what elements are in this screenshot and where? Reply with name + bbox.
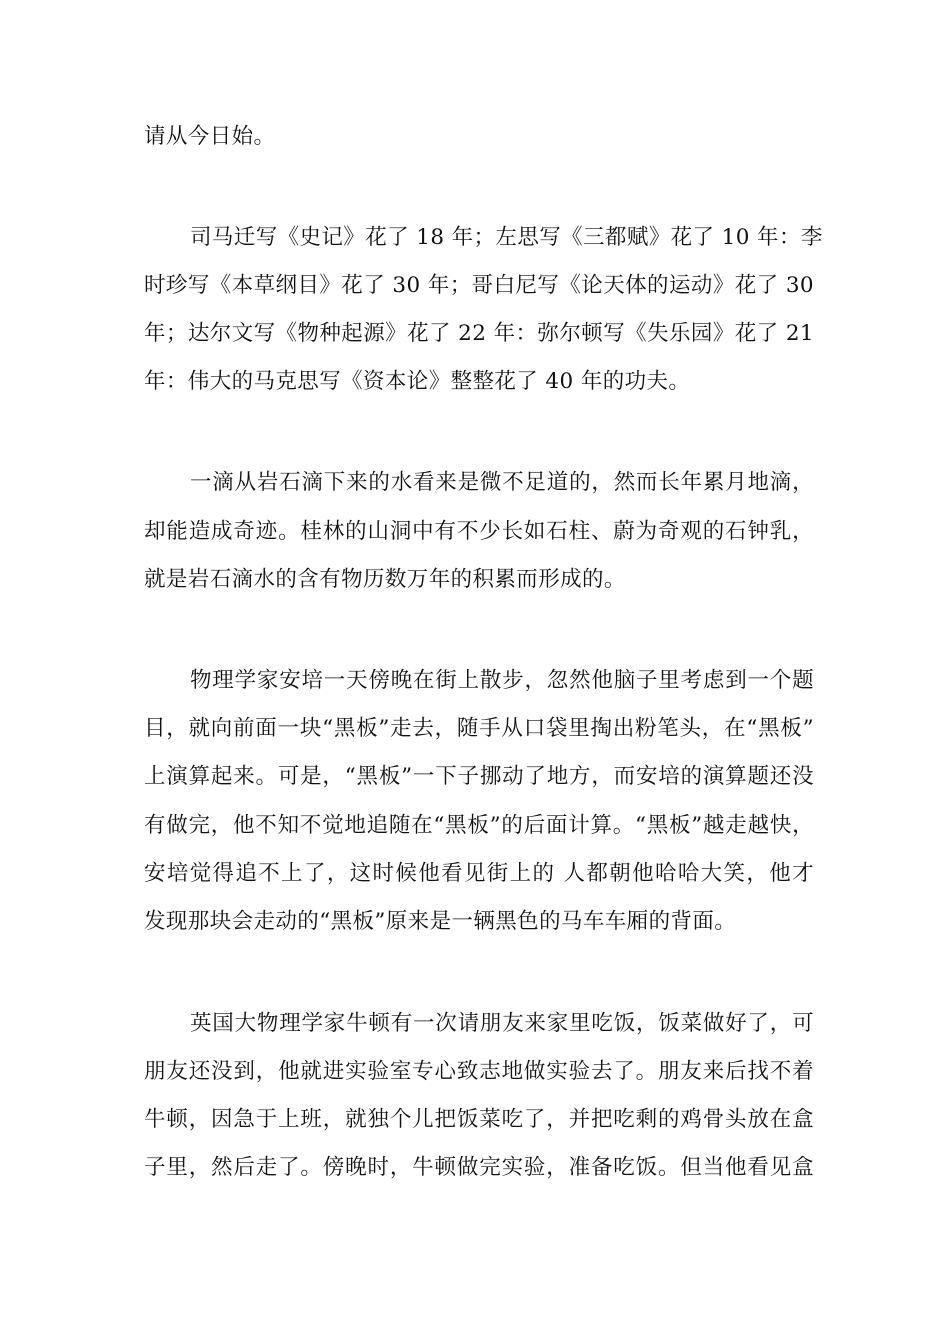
paragraph-4-line-3: 上演算起来。可是，“黑板”一下子挪动了地方，而安培的演算题还没 (144, 764, 814, 789)
paragraph-2-line-4: 年：伟大的马克思写《资本论》整整花了 40 年的功夫。 (144, 369, 691, 394)
paragraph-3-line-3: 就是岩石滴水的含有物历数万年的积累而形成的。 (144, 567, 626, 592)
paragraph-5-line-2: 朋友还没到，他就进实验室专心致志地做实验去了。朋友来后找不着 (144, 1059, 814, 1084)
paragraph-1-line-1: 请从今日始。 (144, 124, 276, 149)
paragraph-5-line-1: 英国大物理学家牛顿有一次请朋友来家里吃饭，饭菜做好了，可 (190, 1011, 814, 1036)
paragraph-3-line-1: 一滴从岩石滴下来的水看来是微不足道的，然而长年累月地滴， (190, 470, 814, 495)
paragraph-2-line-2: 时珍写《本草纲目》花了 30 年；哥白尼写《论天体的运动》花了 30 (144, 273, 814, 298)
paragraph-4-line-6: 发现那块会走动的“黑板”原来是一辆黑色的马车车厢的背面。 (144, 909, 737, 934)
paragraph-3-line-2: 却能造成奇迹。桂林的山洞中有不少长如石柱、蔚为奇观的石钟乳， (144, 519, 814, 544)
paragraph-4-line-1: 物理学家安培一天傍晚在街上散步，忽然他脑子里考虑到一个题 (190, 668, 814, 693)
paragraph-2-line-1: 司马迁写《史记》花了 18 年；左思写《三都赋》花了 10 年：李 (190, 225, 823, 250)
paragraph-4-line-2: 目，就向前面一块“黑板”走去，随手从口袋里掏出粉笔头，在“黑板” (144, 716, 814, 741)
paragraph-4-line-4: 有做完，他不知不觉地追随在“黑板”的后面计算。“黑板”越走越快， (144, 813, 814, 838)
paragraph-5-line-3: 牛顿，因急于上班，就独个儿把饭菜吃了，并把吃剩的鸡骨头放在盒 (144, 1107, 814, 1132)
paragraph-5-line-4: 子里，然后走了。傍晚时，牛顿做完实验，准备吃饭。但当他看见盒 (144, 1155, 814, 1180)
paragraph-2-line-3: 年；达尔文写《物种起源》花了 22 年：弥尔顿写《失乐园》花了 21 (144, 321, 814, 346)
paragraph-4-line-5: 安培觉得追不上了，这时候他看见街上的 人都朝他哈哈大笑，他才 (144, 861, 814, 886)
